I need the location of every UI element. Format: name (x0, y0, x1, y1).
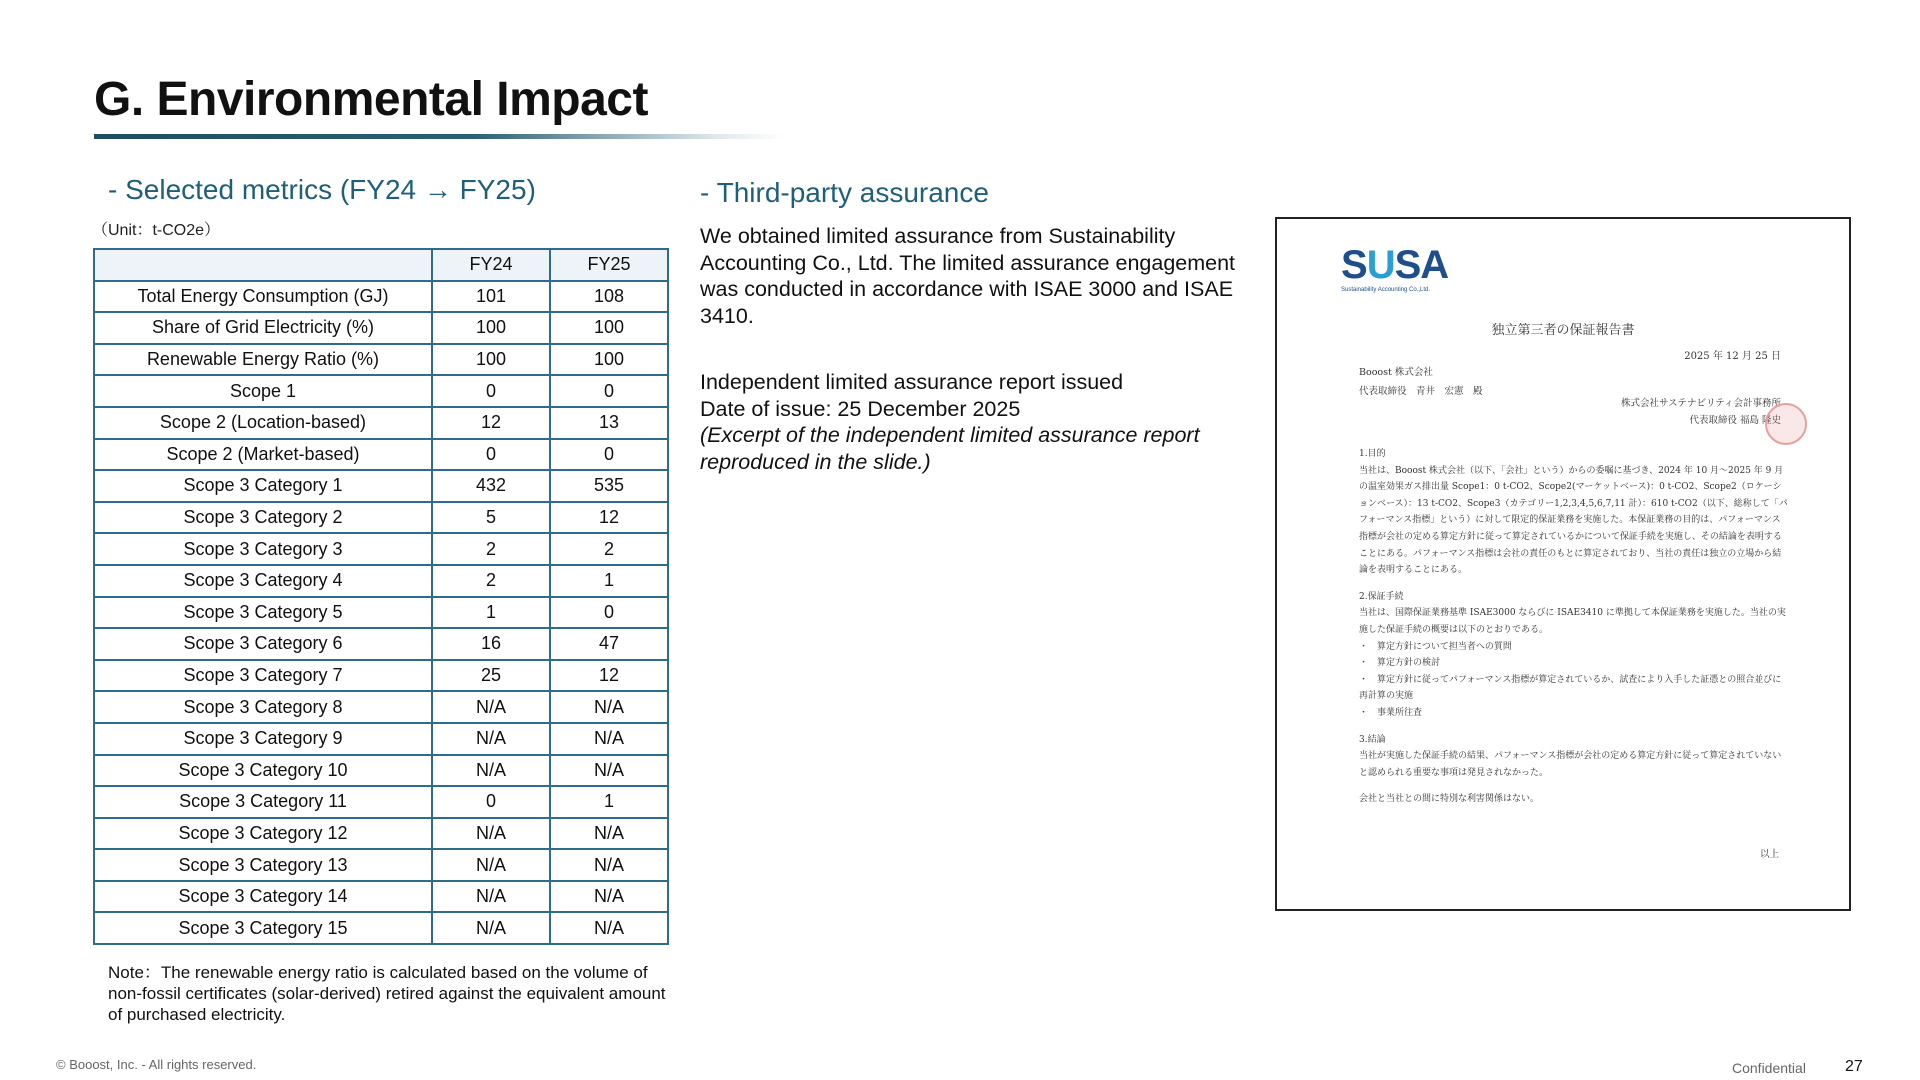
table-row (94, 786, 668, 818)
metric-name-cell: Scope 2 (Market-based) (94, 439, 432, 471)
table-row (94, 502, 668, 534)
fy24-value-cell: 5 (432, 502, 550, 534)
table-header-cell: FY24 (432, 249, 550, 281)
table-row (94, 881, 668, 913)
excerpt-note: (Excerpt of the independent limited assurance report reproduced in the slide.) (700, 423, 1200, 474)
fy24-value-cell: N/A (432, 691, 550, 723)
section-body: 当社は、国際保証業務基準 ISAE3000 ならびに ISAE3410 に準拠して本保証業務を実施した。当社の実施した保証手続の概要は以下のとおりである。 (1359, 608, 1786, 635)
table-header-cell: FY25 (550, 249, 668, 281)
date-of-issue: Date of issue: 25 December 2025 (700, 396, 1021, 421)
logo-letter: U (1366, 243, 1395, 287)
fy25-value-cell: N/A (550, 881, 668, 913)
metric-name-cell: Renewable Energy Ratio (%) (94, 344, 432, 376)
fy24-value-cell: 16 (432, 628, 550, 660)
section-body: 当社は、Booost 株式会社（以下、「会社」という）からの委嘱に基づき、2024 年 10 月～2025 年 9 月の温室効果ガス排出量 Scope1：0 t-CO2、Scope2(マーケットベース)：0 t-CO2、Scope2（ロケーションベース）：13 t-CO2、Scope3（カテゴリー1,2,3,4,5,6,7,11 計）：610 t-CO2（以下、総称して「パフォーマンス指標」という）に対して限定的保証業務を実施した。本保証業務の目的は、パフォーマンス指標が会社の定める算定方針に従って算定されているかについて保証手続を実施し、その結論を表明することにある。パフォーマンス指標は会社の責任のもとに算定されており、当社の責任は独立の立場から結論を表明することにある。 (1359, 465, 1788, 576)
fy25-value-cell: 13 (550, 407, 668, 439)
section-title: 3.結論 (1359, 734, 1386, 745)
report-issuer (1621, 395, 1781, 429)
logo-caption: Sustainability Accounting Co.,Ltd. (1341, 287, 1431, 293)
addressee-person: 代表取締役 青井 宏憲 殿 (1359, 386, 1483, 397)
logo-letter: S (1341, 243, 1367, 287)
fy24-value-cell: N/A (432, 912, 550, 944)
issuer-person: 代表取締役 福島 隆史 (1689, 415, 1781, 426)
fy24-value-cell: 12 (432, 407, 550, 439)
fy24-value-cell: N/A (432, 881, 550, 913)
company-seal-stamp (1765, 403, 1807, 445)
fy25-value-cell: 47 (550, 628, 668, 660)
table-row (94, 565, 668, 597)
fy24-value-cell: 0 (432, 375, 550, 407)
report-addressee (1359, 363, 1483, 401)
fy25-value-cell: N/A (550, 849, 668, 881)
metric-name-cell: Scope 3 Category 15 (94, 912, 432, 944)
fy24-value-cell: 0 (432, 439, 550, 471)
fy25-value-cell: N/A (550, 691, 668, 723)
page-number: 27 (1845, 1058, 1863, 1075)
table-row (94, 597, 668, 629)
table-row (94, 723, 668, 755)
metric-name-cell: Scope 3 Category 14 (94, 881, 432, 913)
fy24-value-cell: 1 (432, 597, 550, 629)
fy24-value-cell: 100 (432, 344, 550, 376)
table-row (94, 533, 668, 565)
metric-name-cell: Scope 3 Category 5 (94, 597, 432, 629)
footnote: Note：The renewable energy ratio is calculated based on the volume of non-fossil certificates (solar-derived) retired against the equivalent amount of purchased electricity. (108, 963, 666, 1024)
fy24-value-cell: 25 (432, 660, 550, 692)
table-row (94, 912, 668, 944)
metrics-table (93, 248, 669, 945)
fy24-value-cell: 2 (432, 533, 550, 565)
metric-name-cell: Scope 1 (94, 375, 432, 407)
assurance-paragraph: We obtained limited assurance from Sustainability Accounting Co., Ltd. The limited assurance engagement was conducted in accordance with ISAE 3000 and ISAE 3410. (700, 224, 1236, 328)
unit-label: （Unit：t-CO2e） (92, 222, 221, 239)
fy25-value-cell: 0 (550, 375, 668, 407)
metric-name-cell: Scope 2 (Location-based) (94, 407, 432, 439)
report-title: 独立第三者の保証報告書 (1491, 323, 1635, 338)
metric-name-cell: Total Energy Consumption (GJ) (94, 281, 432, 313)
table-row (94, 312, 668, 344)
metric-name-cell: Scope 3 Category 7 (94, 660, 432, 692)
fy25-value-cell: 12 (550, 502, 668, 534)
fy25-value-cell: N/A (550, 723, 668, 755)
table-row (94, 628, 668, 660)
fy25-value-cell: 0 (550, 439, 668, 471)
metric-name-cell: Scope 3 Category 6 (94, 628, 432, 660)
metric-name-cell: Scope 3 Category 2 (94, 502, 432, 534)
fy24-value-cell: N/A (432, 849, 550, 881)
metric-name-cell: Scope 3 Category 3 (94, 533, 432, 565)
assurance-report-image (1275, 217, 1851, 911)
closing-statement: 会社と当社との間に特別な利害関係はない。 (1359, 794, 1540, 805)
report-date: 2025 年 12 月 25 日 (1684, 351, 1781, 362)
metrics-heading: - Selected metrics (FY24 → FY25) (108, 174, 536, 205)
fy25-value-cell: 108 (550, 281, 668, 313)
table-row (94, 281, 668, 313)
section-title: 2.保証手続 (1359, 591, 1404, 602)
issued-line: Independent limited assurance report issued (700, 370, 1124, 394)
metric-name-cell: Scope 3 Category 10 (94, 755, 432, 787)
table-row (94, 818, 668, 850)
report-end-mark: 以上 (1759, 849, 1779, 860)
metric-name-cell: Scope 3 Category 12 (94, 818, 432, 850)
fy24-value-cell: N/A (432, 755, 550, 787)
fy25-value-cell: 100 (550, 344, 668, 376)
issuer-company: 株式会社サステナビリティ会計事務所 (1621, 398, 1781, 409)
table-row (94, 407, 668, 439)
fy24-value-cell: 101 (432, 281, 550, 313)
table-header-row (94, 249, 668, 281)
table-row (94, 439, 668, 471)
metric-name-cell: Scope 3 Category 11 (94, 786, 432, 818)
metrics-table-body (94, 281, 668, 944)
table-row (94, 470, 668, 502)
table-row (94, 755, 668, 787)
table-row (94, 691, 668, 723)
table-row (94, 344, 668, 376)
table-row (94, 375, 668, 407)
metric-name-cell: Share of Grid Electricity (%) (94, 312, 432, 344)
fy25-value-cell: 100 (550, 312, 668, 344)
table-row (94, 660, 668, 692)
susa-logo (1341, 245, 1448, 293)
fy25-value-cell: 2 (550, 533, 668, 565)
procedure-bullet: ・ 算定方針について担当者への質問 (1359, 641, 1512, 652)
metric-name-cell: Scope 3 Category 13 (94, 849, 432, 881)
slide-title: G. Environmental Impact (94, 73, 648, 126)
fy25-value-cell: 12 (550, 660, 668, 692)
metric-name-cell: Scope 3 Category 8 (94, 691, 432, 723)
section-body: 当社が実施した保証手続の結果、パフォーマンス指標が会社の定める算定方針に従って算定されていないと認められる重要な事項は発見されなかった。 (1359, 751, 1782, 778)
title-underline (94, 134, 784, 139)
metric-name-cell: Scope 3 Category 4 (94, 565, 432, 597)
fy24-value-cell: N/A (432, 818, 550, 850)
table-header-cell (94, 249, 432, 281)
procedure-bullet: ・ 事業所往査 (1359, 707, 1423, 718)
fy25-value-cell: 0 (550, 597, 668, 629)
fy25-value-cell: N/A (550, 755, 668, 787)
fy24-value-cell: 2 (432, 565, 550, 597)
procedure-bullet: ・ 算定方針の検討 (1359, 658, 1441, 669)
fy24-value-cell: 100 (432, 312, 550, 344)
copyright: © Booost, Inc. - All rights reserved. (56, 1057, 257, 1072)
table-row (94, 849, 668, 881)
logo-letter: SA (1394, 243, 1449, 287)
metric-name-cell: Scope 3 Category 9 (94, 723, 432, 755)
fy24-value-cell: 432 (432, 470, 550, 502)
report-body (1359, 446, 1789, 808)
metric-name-cell: Scope 3 Category 1 (94, 470, 432, 502)
fy24-value-cell: N/A (432, 723, 550, 755)
fy25-value-cell: 535 (550, 470, 668, 502)
fy25-value-cell: 1 (550, 786, 668, 818)
addressee-company: Booost 株式会社 (1359, 367, 1433, 378)
assurance-heading: - Third-party assurance (700, 177, 989, 208)
fy24-value-cell: 0 (432, 786, 550, 818)
assurance-issue-info (700, 369, 1240, 475)
fy25-value-cell: N/A (550, 818, 668, 850)
section-title: 1.目的 (1359, 449, 1386, 459)
fy25-value-cell: N/A (550, 912, 668, 944)
confidential-label: Confidential (1732, 1060, 1806, 1076)
procedure-bullet: ・ 算定方針に従ってパフォーマンス指標が算定されているか、試査により入手した証憑との照合並びに再計算の実施 (1359, 674, 1782, 702)
fy25-value-cell: 1 (550, 565, 668, 597)
